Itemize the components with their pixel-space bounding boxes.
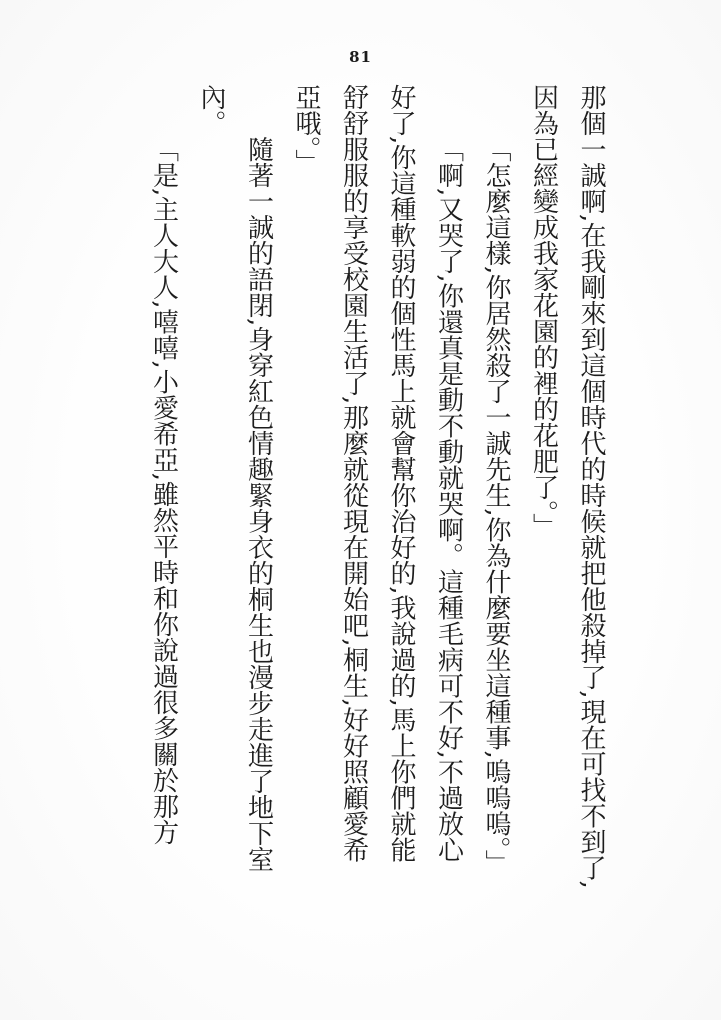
text-column: 舒舒服服的享受校園生活了,那麼就從現在開始吧,桐生,好好照顧愛希 bbox=[338, 84, 369, 863]
text-column: 「怎麼這樣,你居然殺了一誠先生,你為什麼要坐這種事,嗚嗚嗚。」 bbox=[481, 136, 511, 876]
text-column: 內。 bbox=[196, 84, 226, 136]
page-number: 81 bbox=[349, 48, 372, 66]
text-column: 因為已經變成我家花園的裡的花肥了。」 bbox=[528, 84, 559, 539]
text-column: 「啊,又哭了,你還真是動不動就哭啊。這種毛病可不好,不過放心 bbox=[433, 136, 464, 863]
text-column: 好了,你這種軟弱的個性馬上就會幫你治好的,我說過的,馬上你們就能 bbox=[386, 84, 416, 863]
text-column: 隨著一誠的語閉,身穿紅色情趣緊身衣的桐生也漫步走進了地下室 bbox=[243, 136, 274, 873]
text-column: 那個一誠啊,在我剛來到這個時代的時候就把他殺掉了,現在可找不到了, bbox=[576, 84, 606, 889]
text-column: 亞哦。」 bbox=[291, 84, 321, 175]
vertical-text-block bbox=[139, 84, 614, 964]
text-column: 「是,主人大人,嘻嘻,小愛希亞,雖然平時和你說過很多關於那方 bbox=[148, 136, 179, 846]
